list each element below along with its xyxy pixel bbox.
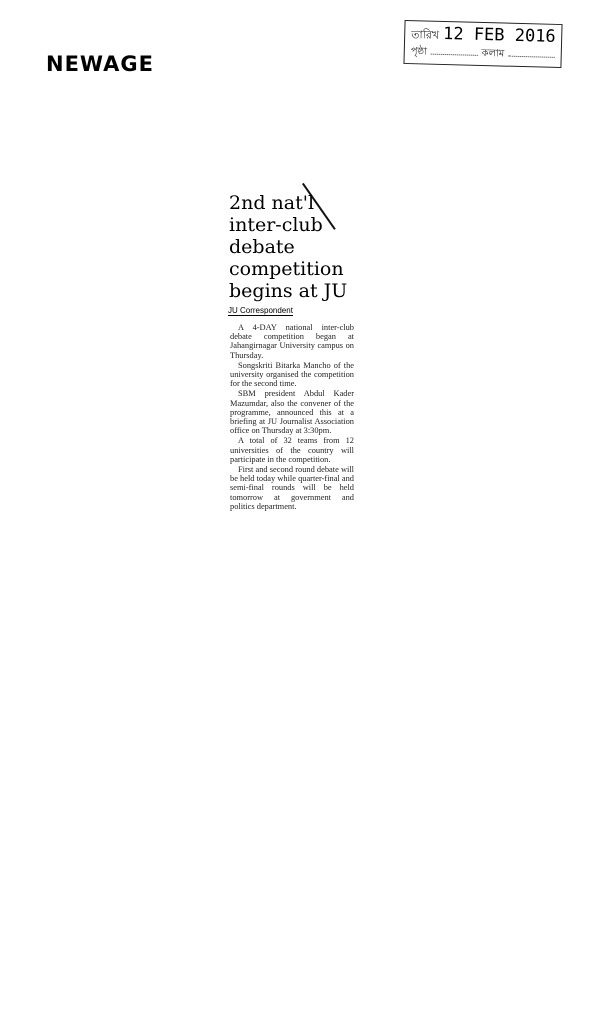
headline-line: begins at JU <box>229 280 348 302</box>
stamp-dotted-line <box>508 46 555 58</box>
article-body <box>230 323 354 512</box>
stamp-column-label: কলাম <box>481 47 505 60</box>
headline-line: inter-club <box>229 214 323 236</box>
newspaper-masthead: NEWAGE <box>46 52 154 76</box>
article-paragraph: A total of 32 teams from 12 universities of the country will participate in the competition. <box>230 436 354 464</box>
article-byline: JU Correspondent <box>228 306 293 315</box>
date-stamp <box>403 20 562 68</box>
article-paragraph: SBM president Abdul Kader Mazumdar, also the convener of the programme, announced this at a briefing at JU Journalist Association office on Thursday at 3:30pm. <box>230 389 354 436</box>
stamp-page-row <box>410 43 554 67</box>
article-headline <box>229 192 353 302</box>
stamp-page-label: পৃষ্ঠা <box>410 46 428 58</box>
article-paragraph: Songskriti Bitarka Mancho of the university organised the competition for the second time. <box>230 360 354 389</box>
news-clipping <box>222 180 360 588</box>
headline-line: debate <box>229 236 295 258</box>
headline-line: competition <box>229 258 344 280</box>
stamp-date-value: 12 FEB 2016 <box>442 23 556 47</box>
headline-line: 2nd nat'l <box>229 192 315 214</box>
stamp-dotted-line <box>431 44 478 56</box>
article-paragraph: A 4-DAY national inter-club debate competition began at Jahangirnagar University campus on Thursday. <box>230 323 354 360</box>
article-paragraph: First and second round debate will be held today while quarter-final and semi-final rounds will be held tomorrow at government and politics department. <box>230 465 354 511</box>
stamp-date-label: তারিখ <box>411 28 440 42</box>
